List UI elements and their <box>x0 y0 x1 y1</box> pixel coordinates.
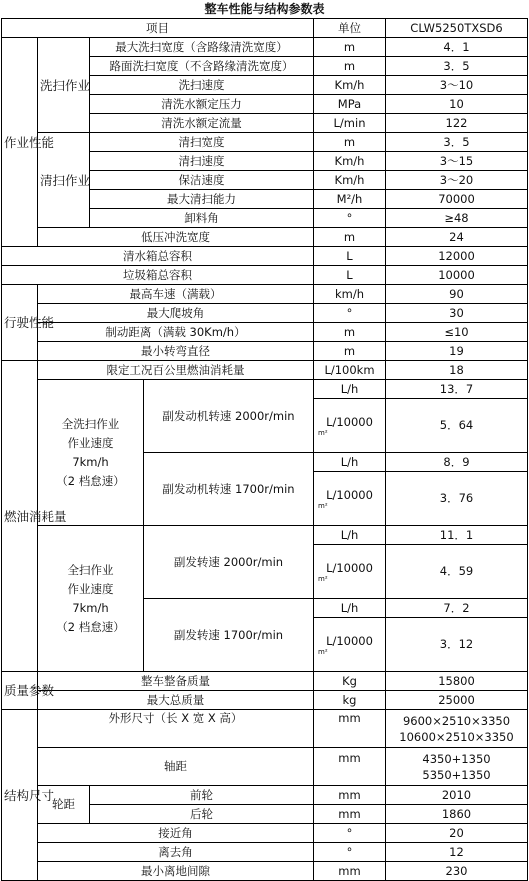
row-unit <box>314 545 386 599</box>
row-value: 12 <box>386 843 528 862</box>
row-value: 24 <box>386 228 528 247</box>
row-value: 10 <box>386 95 528 114</box>
spec-table <box>1 18 528 881</box>
row-label: 前轮 <box>90 786 314 805</box>
group-driving: 行驶性能 <box>2 285 38 361</box>
row-unit: mm <box>314 786 386 805</box>
row-unit: Km/h <box>314 76 386 95</box>
value-line: 9600×2510×3350 <box>402 713 511 728</box>
condition-line: 全扫作业 <box>67 562 114 577</box>
row-value: 18 <box>386 361 528 380</box>
row-unit <box>314 399 386 453</box>
table-row <box>2 843 528 862</box>
row-unit: m <box>314 342 386 361</box>
row-unit: ° <box>314 824 386 843</box>
row-label: 最小离地间隙 <box>38 862 314 881</box>
row-unit: ° <box>314 209 386 228</box>
row-unit: Km/h <box>314 171 386 190</box>
row-value: 3．5 <box>386 57 528 76</box>
table-row <box>2 361 528 380</box>
table-row <box>2 526 528 545</box>
table-row <box>2 304 528 323</box>
row-unit: L/h <box>314 526 386 545</box>
table-row <box>2 710 528 748</box>
group-structure: 结构尺寸 <box>2 710 38 881</box>
row-unit: m <box>314 38 386 57</box>
row-unit: ° <box>314 304 386 323</box>
table-row <box>2 380 528 399</box>
group-track: 轮距 <box>38 786 90 824</box>
table-row <box>2 228 528 247</box>
row-unit: L/min <box>314 114 386 133</box>
row-value: 12000 <box>386 247 528 266</box>
row-unit: m <box>314 323 386 342</box>
unit-sub: m² <box>318 575 328 583</box>
row-label: 接近角 <box>38 824 314 843</box>
row-label: 清扫宽度 <box>90 133 314 152</box>
row-label: 副发转速 2000r/min <box>144 526 314 599</box>
row-unit: m <box>314 133 386 152</box>
row-label: 最大清扫能力 <box>90 190 314 209</box>
row-value: 8．9 <box>386 453 528 472</box>
row-label: 限定工况百公里燃油消耗量 <box>38 361 314 380</box>
row-label: 整车整备质量 <box>38 672 314 691</box>
row-value: ≥48 <box>386 209 528 228</box>
group-sweep: 清扫作业 <box>38 133 90 228</box>
row-label: 最大爬坡角 <box>38 304 314 323</box>
row-unit: L <box>314 266 386 285</box>
row-unit: m <box>314 228 386 247</box>
table-row <box>2 672 528 691</box>
condition-line: 作业速度 <box>67 435 114 450</box>
table-row <box>2 247 528 266</box>
row-value: 2010 <box>386 786 528 805</box>
condition-line: 7km/h <box>72 454 109 469</box>
row-unit: mm <box>314 748 386 786</box>
row-value: 1860 <box>386 805 528 824</box>
full-wash-condition <box>38 380 144 526</box>
row-value: 4．1 <box>386 38 528 57</box>
condition-line: （2 档怠速） <box>56 619 125 634</box>
table-row <box>2 342 528 361</box>
header-item: 项目 <box>2 19 314 38</box>
row-label: 最大洗扫宽度（含路缘清洗宽度） <box>90 38 314 57</box>
row-label: 副发动机转速 1700r/min <box>144 453 314 526</box>
table-row <box>2 691 528 710</box>
row-value: 25000 <box>386 691 528 710</box>
row-unit: MPa <box>314 95 386 114</box>
row-value: 70000 <box>386 190 528 209</box>
row-value: 4．59 <box>386 545 528 599</box>
row-value: 30 <box>386 304 528 323</box>
row-value <box>386 710 528 748</box>
unit-sub: m² <box>318 648 328 656</box>
row-value: 3～10 <box>386 76 528 95</box>
row-unit: L/100km <box>314 361 386 380</box>
table-row <box>2 133 528 152</box>
unit-sub: m² <box>318 502 328 510</box>
condition-line: 7km/h <box>72 600 109 615</box>
row-label: 最大总质量 <box>38 691 314 710</box>
row-unit: L/h <box>314 380 386 399</box>
value-line: 10600×2510×3350 <box>399 729 514 744</box>
row-label: 制动距离（满载 30Km/h） <box>38 323 314 342</box>
row-unit: mm <box>314 805 386 824</box>
row-label: 清洗水额定压力 <box>90 95 314 114</box>
value-line: 4350+1350 <box>422 751 491 766</box>
condition-line: 作业速度 <box>67 581 114 596</box>
unit-sub: m² <box>318 429 328 437</box>
row-unit: Km/h <box>314 152 386 171</box>
row-value: 19 <box>386 342 528 361</box>
header-model: CLW5250TXSD6 <box>386 19 528 38</box>
row-unit: m <box>314 57 386 76</box>
unit-main: L/10000 <box>326 415 373 429</box>
row-value: 5．64 <box>386 399 528 453</box>
row-unit: km/h <box>314 285 386 304</box>
row-label: 路面洗扫宽度（不含路缘清洗宽度） <box>90 57 314 76</box>
row-unit: Kg <box>314 672 386 691</box>
row-unit <box>314 472 386 526</box>
document-title: 整车性能与结构参数表 <box>204 2 325 16</box>
row-unit: L/h <box>314 453 386 472</box>
row-value: 90 <box>386 285 528 304</box>
header-unit: 单位 <box>314 19 386 38</box>
row-value: 3．76 <box>386 472 528 526</box>
row-label: 最高车速（满载） <box>38 285 314 304</box>
row-label: 轴距 <box>38 748 314 786</box>
condition-line: （2 档怠速） <box>56 473 125 488</box>
row-value: 11．1 <box>386 526 528 545</box>
table-row <box>2 285 528 304</box>
group-fuel: 燃油消耗量 <box>2 361 38 672</box>
unit-main: L/10000 <box>326 488 373 502</box>
row-label: 洗扫速度 <box>90 76 314 95</box>
row-label: 垃圾箱总容积 <box>2 266 314 285</box>
table-row <box>2 266 528 285</box>
row-label: 最小转弯直径 <box>38 342 314 361</box>
group-operation: 作业性能 <box>2 38 38 247</box>
table-row <box>2 862 528 881</box>
group-mass: 质量参数 <box>2 672 38 710</box>
table-row <box>2 786 528 805</box>
unit-main: L/10000 <box>326 634 373 648</box>
row-unit: mm <box>314 710 386 748</box>
full-sweep-condition <box>38 526 144 672</box>
header-row <box>2 19 528 38</box>
row-value: 3．12 <box>386 618 528 672</box>
row-value: 15800 <box>386 672 528 691</box>
row-value: ≤10 <box>386 323 528 342</box>
row-label: 后轮 <box>90 805 314 824</box>
row-label: 保洁速度 <box>90 171 314 190</box>
row-label: 离去角 <box>38 843 314 862</box>
group-wash-sweep: 洗扫作业 <box>38 38 90 133</box>
row-value: 3～20 <box>386 171 528 190</box>
row-value: 3～15 <box>386 152 528 171</box>
row-label: 副发动机转速 2000r/min <box>144 380 314 453</box>
row-unit: M²/h <box>314 190 386 209</box>
table-row <box>2 38 528 57</box>
row-label: 清洗水额定流量 <box>90 114 314 133</box>
row-label: 外形尺寸（长 X 宽 X 高） <box>38 710 314 748</box>
value-line: 5350+1350 <box>422 767 491 782</box>
row-unit: kg <box>314 691 386 710</box>
row-unit: ° <box>314 843 386 862</box>
row-unit: L/h <box>314 599 386 618</box>
row-value: 230 <box>386 862 528 881</box>
row-label: 清水箱总容积 <box>2 247 314 266</box>
row-label: 卸料角 <box>90 209 314 228</box>
row-value <box>386 748 528 786</box>
row-value: 10000 <box>386 266 528 285</box>
row-value: 3．5 <box>386 133 528 152</box>
row-label: 清扫速度 <box>90 152 314 171</box>
row-value: 20 <box>386 824 528 843</box>
table-row <box>2 824 528 843</box>
row-value: 13．7 <box>386 380 528 399</box>
condition-line: 全洗扫作业 <box>61 416 120 431</box>
row-value: 122 <box>386 114 528 133</box>
unit-main: L/10000 <box>326 561 373 575</box>
row-label: 低压冲洗宽度 <box>38 228 314 247</box>
row-label: 副发转速 1700r/min <box>144 599 314 672</box>
row-value: 7．2 <box>386 599 528 618</box>
row-unit: mm <box>314 862 386 881</box>
row-unit: L <box>314 247 386 266</box>
table-row <box>2 748 528 786</box>
table-row <box>2 323 528 342</box>
row-unit <box>314 618 386 672</box>
